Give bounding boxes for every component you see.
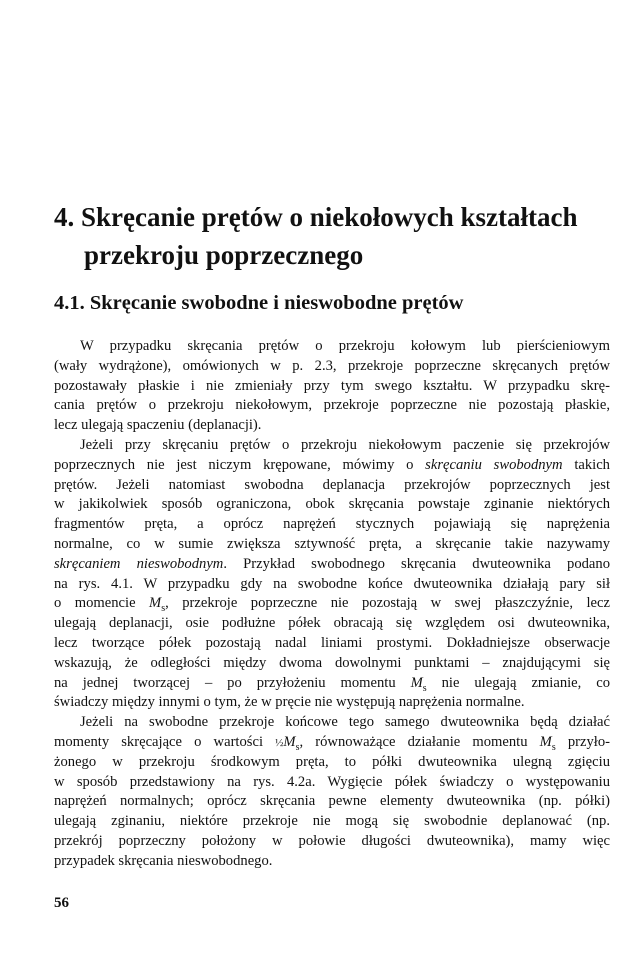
- text-line: poprzecznych nie jest niczym krępowane, mówimy o skręcaniu swobodnym takich: [54, 456, 610, 473]
- text-line: naprężeń normalnych; oprócz skręcania pewne elementy dwuteownika (np. półki): [54, 793, 610, 810]
- text-line: pozostawały płaskie i nie zmieniały przy tym swego kształtu. W przypadku skrę-: [54, 377, 610, 394]
- page-number: 56: [54, 895, 69, 911]
- text-line: żonego w przekroju środkowym pręta, to półki dwuteownika ulegną zgięciu: [54, 753, 610, 770]
- text-line: w sposób przedstawiony na rys. 4.2a. Wygięcie półek świadczy o występowaniu: [54, 773, 610, 790]
- body-text: [54, 337, 610, 872]
- text-line: momenty skręcające o wartości $\frac{1}{2}M_s$, równoważące działanie momentu $M_s$ przyło-: [54, 733, 610, 753]
- text-line: w jakikolwiek sposób ograniczona, obok skręcania powstaje zginanie niektórych: [54, 496, 610, 513]
- text-line: ulegają deplanacji, osie podłużne półek obracają się względem osi dwuteownika,: [54, 615, 610, 632]
- text-line: ulegają zginaniu, niektóre przekroje nie mogą się swobodnie deplanować (np.: [54, 813, 610, 830]
- text-line: fragmentów pręta, a oprócz naprężeń stycznych pojawiają się naprężenia: [54, 516, 610, 533]
- text-line: W przypadku skręcania prętów o przekroju kołowym lub pierścieniowym: [80, 338, 610, 354]
- text-line: na jednej tworzącej – po przyłożeniu momentu $M_s$ nie ulegają zmianie, co: [54, 674, 610, 694]
- text-line: lecz ulegają spaczeniu (deplanacji).: [54, 417, 262, 434]
- section-title: 4.1. Skręcanie swobodne i nieswobodne prętów: [54, 292, 464, 314]
- paragraph: [54, 436, 610, 713]
- text-line: Jeżeli przy skręcaniu prętów o przekroju niekołowym paczenie się przekrojów: [80, 436, 610, 453]
- chapter-title-line-2: przekroju poprzecznego: [84, 240, 364, 270]
- paragraph: [54, 337, 610, 436]
- text-line: Jeżeli na swobodne przekroje końcowe tego samego dwuteownika będą działać: [80, 714, 610, 731]
- text-line: skręcaniem nieswobodnym. Przykład swobodnego skręcania dwuteownika podano: [54, 555, 610, 572]
- text-line: normalne, co w sumie zwiększa sztywność pręta, a skręcanie takie nazywamy: [54, 535, 610, 552]
- text-line: wskazują, że odległości między dwoma dowolnymi punktami – znajdującymi się: [54, 654, 610, 671]
- text-line: przypadek skręcania nieswobodnego.: [54, 852, 273, 869]
- text-line: o momencie $M_s$, przekroje poprzeczne nie pozostają w swej płaszczyźnie, lecz: [54, 595, 610, 615]
- text-line: świadczy między innymi o tym, że w pręcie nie występują naprężenia normalne.: [54, 694, 525, 711]
- text-line: (wały wydrążone), omówionych w p. 2.3, przekroje poprzeczne skręcanych prętów: [54, 357, 610, 374]
- text-line: na rys. 4.1. W przypadku gdy na swobodne końce dwuteownika działają pary sił: [54, 575, 610, 592]
- paragraph: [54, 713, 610, 871]
- chapter-title: [54, 198, 614, 274]
- chapter-title-line-1: 4. Skręcanie prętów o niekołowych kształtach: [54, 202, 578, 232]
- text-line: przekrój poprzeczny położony w połowie długości dwuteownika), mamy więc: [54, 832, 610, 849]
- text-line: cania prętów o przekroju niekołowym, przekroje poprzeczne nie pozostają płaskie,: [54, 397, 610, 414]
- text-line: prętów. Jeżeli natomiast swobodna deplanacja przekrojów poprzecznych jest: [54, 476, 610, 493]
- text-line: lecz tworzące półek pozostają nadal liniami prostymi. Dokładniejsze obserwacje: [54, 634, 610, 651]
